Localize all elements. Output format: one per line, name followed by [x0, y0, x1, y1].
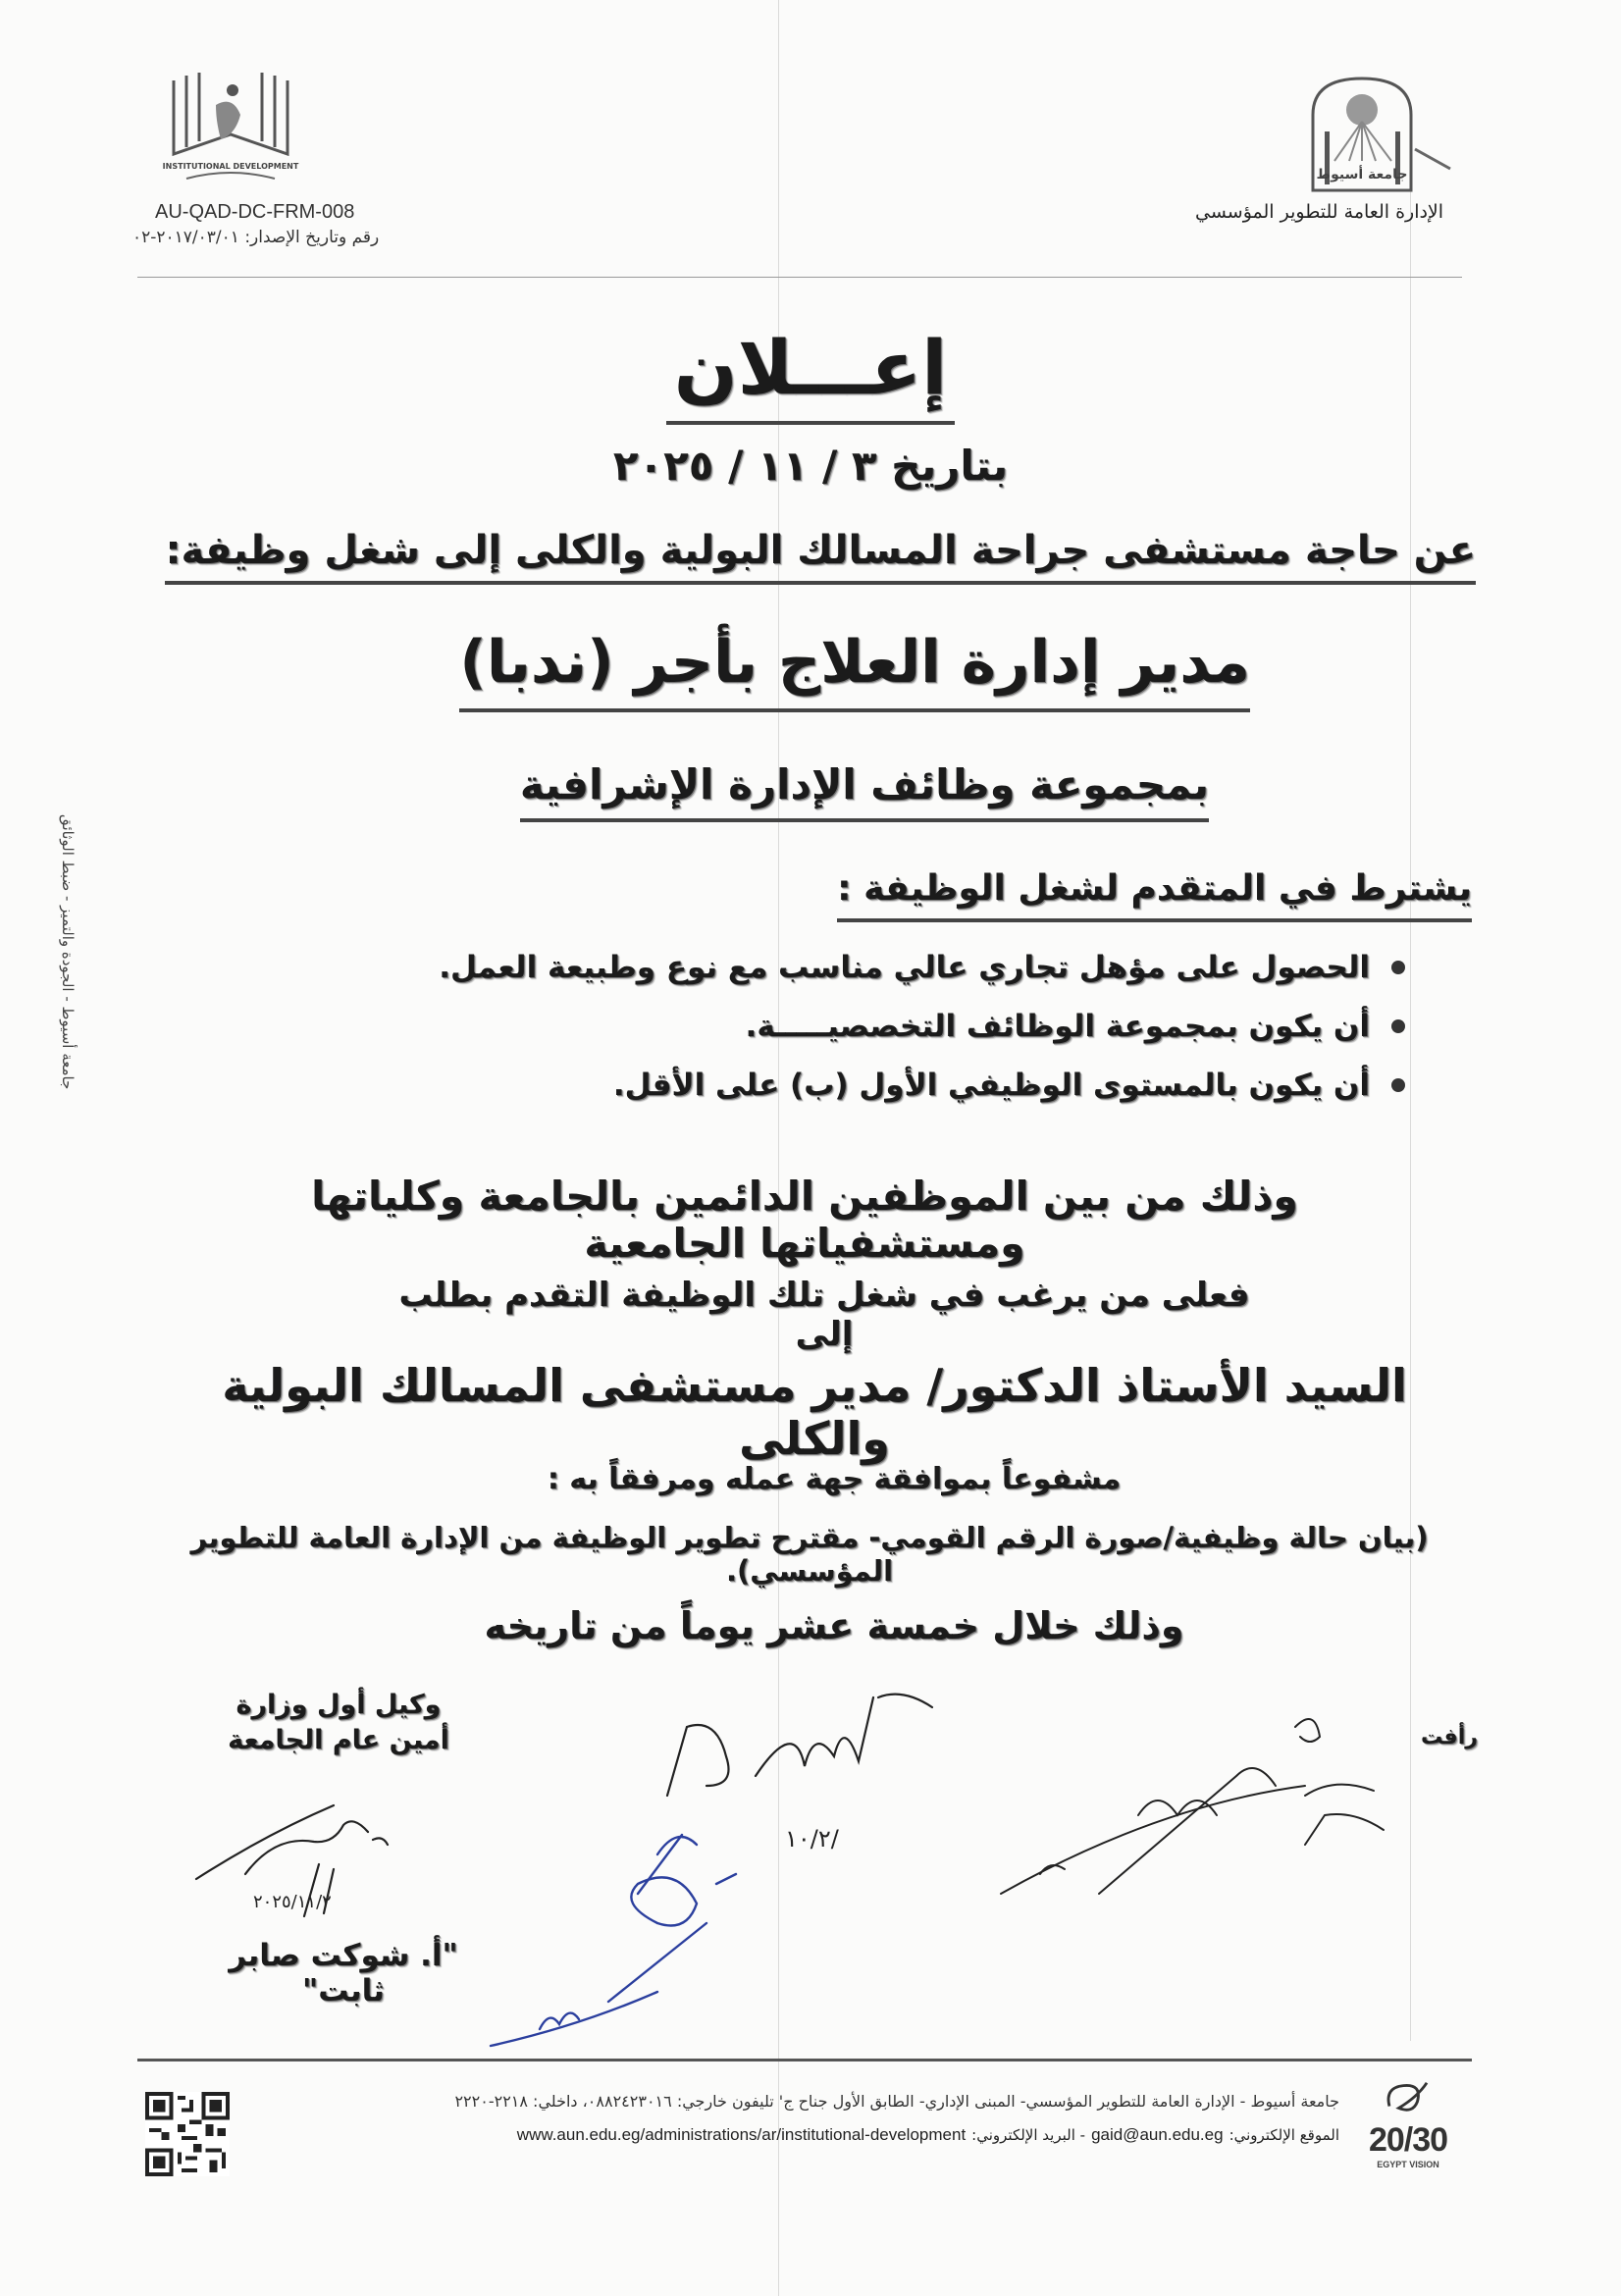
department-name: الإدارة العامة للتطوير المؤسسي: [1195, 201, 1444, 223]
logo-caption: جامعة أسيوط: [1316, 167, 1408, 183]
recommendation-note: مشفوعاً بموافقة جهة عمله ومرفقاً به :: [547, 1462, 1122, 1496]
signatory-title-line-1: وكيل أول وزارة: [235, 1690, 442, 1720]
footer-site-label: الموقع الإلكتروني:: [1229, 2126, 1339, 2144]
signatory-rafat-label: رأفت: [1421, 1725, 1478, 1749]
handwritten-date-left: ٢٠٢٥/١١/٢: [253, 1892, 332, 1912]
handwritten-signature-right: [981, 1697, 1413, 1923]
requirement-item: أن يكون بمجموعة الوظائف التخصصيـــــة.: [439, 1009, 1405, 1044]
handwritten-date-center: ١٠/٢/: [785, 1825, 839, 1852]
requirement-item: الحصول على مؤهل تجاري عالي مناسب مع نوع وطبيعة العمل.: [439, 950, 1405, 985]
qr-code[interactable]: [145, 2092, 230, 2176]
issue-date: رقم وتاريخ الإصدار: ٢٠١٧/٠٣/٠١-٠٢: [132, 228, 380, 247]
header-divider: [137, 277, 1462, 278]
bullet-icon: [1391, 1078, 1405, 1092]
footer-email-link[interactable]: gaid@aun.edu.eg: [1091, 2125, 1224, 2144]
vision-number: 20/30: [1368, 2121, 1448, 2159]
egypt-vision-2030-logo: [1354, 2078, 1462, 2169]
signatory-title: [221, 1688, 456, 1759]
side-margin-note: جامعة أسيوط - الجودة والتميز - ضبط الوثائق: [59, 814, 77, 1090]
eligibility-statement: وذلك من بين الموظفين الدائمين بالجامعة وكلياتها ومستشفياتها الجامعية: [311, 1173, 1298, 1267]
announcement-date: بتاريخ ٣ / ١١ / ٢٠٢٥: [612, 442, 1009, 490]
handwritten-note-center: [648, 1678, 1001, 1815]
signatory-name: "أ. شوكت صابر ثابت": [229, 1938, 458, 2009]
job-group: بمجموعة وظائف الإدارة الإشرافية: [520, 760, 1209, 822]
deadline-statement: وذلك خلال خمسة عشر يوماً من تاريخه: [484, 1604, 1184, 1647]
requirement-item: أن يكون بالمستوى الوظيفي الأول (ب) على الأقل.: [439, 1068, 1405, 1103]
requirements-list: [439, 950, 1405, 1126]
need-statement: عن حاجة مستشفى جراحة المسالك البولية والكلى إلى شغل وظيفة:: [165, 528, 1476, 585]
logo-caption: INSTITUTIONAL DEVELOPMENT: [162, 162, 299, 171]
blue-handwritten-signature: [461, 1805, 873, 2051]
apply-instruction: فعلى من يرغب في شغل تلك الوظيفة التقدم بطلب إلى: [398, 1276, 1250, 1354]
form-code: AU-QAD-DC-FRM-008: [155, 201, 355, 223]
bullet-icon: [1391, 961, 1405, 974]
announcement-title: إعـــلان: [666, 324, 955, 425]
footer-website-link[interactable]: www.aun.edu.eg/administrations/ar/institutional-development: [516, 2125, 967, 2144]
footer-email-label: - البريد الإلكتروني:: [971, 2126, 1086, 2144]
job-title: مدير إدارة العلاج بأجر (ندبا): [459, 628, 1250, 712]
vision-emblem-icon: [1379, 2078, 1438, 2117]
footer-divider: [137, 2059, 1472, 2061]
vision-label: EGYPT VISION: [1377, 2160, 1439, 2169]
footer-web-line: [245, 2125, 1339, 2145]
assiut-university-logo: [1305, 71, 1452, 193]
institutional-development-logo: [162, 61, 299, 193]
signatory-title-line-2: أمين عام الجامعة: [228, 1725, 449, 1756]
attachments-list: (بيان حالة وظيفية/صورة الرقم القومي- مقترح تطوير الوظيفة من الإدارة العامة للتطوير المؤسسي).: [190, 1521, 1429, 1588]
footer-contact-line: جامعة أسيوط - الإدارة العامة للتطوير المؤسسي- المبنى الإداري- الطابق الأول جناح ج' تليفون خارجي: ٠٨٨٢٤٢٣٠١٦، داخلي: ٢٢١٨-٢٢٢٠: [454, 2092, 1339, 2111]
bullet-icon: [1391, 1019, 1405, 1033]
requirements-title: يشترط في المتقدم لشغل الوظيفة :: [837, 868, 1472, 922]
addressee: السيد الأستاذ الدكتور/ مدير مستشفى المسالك البولية والكلى: [222, 1359, 1407, 1465]
